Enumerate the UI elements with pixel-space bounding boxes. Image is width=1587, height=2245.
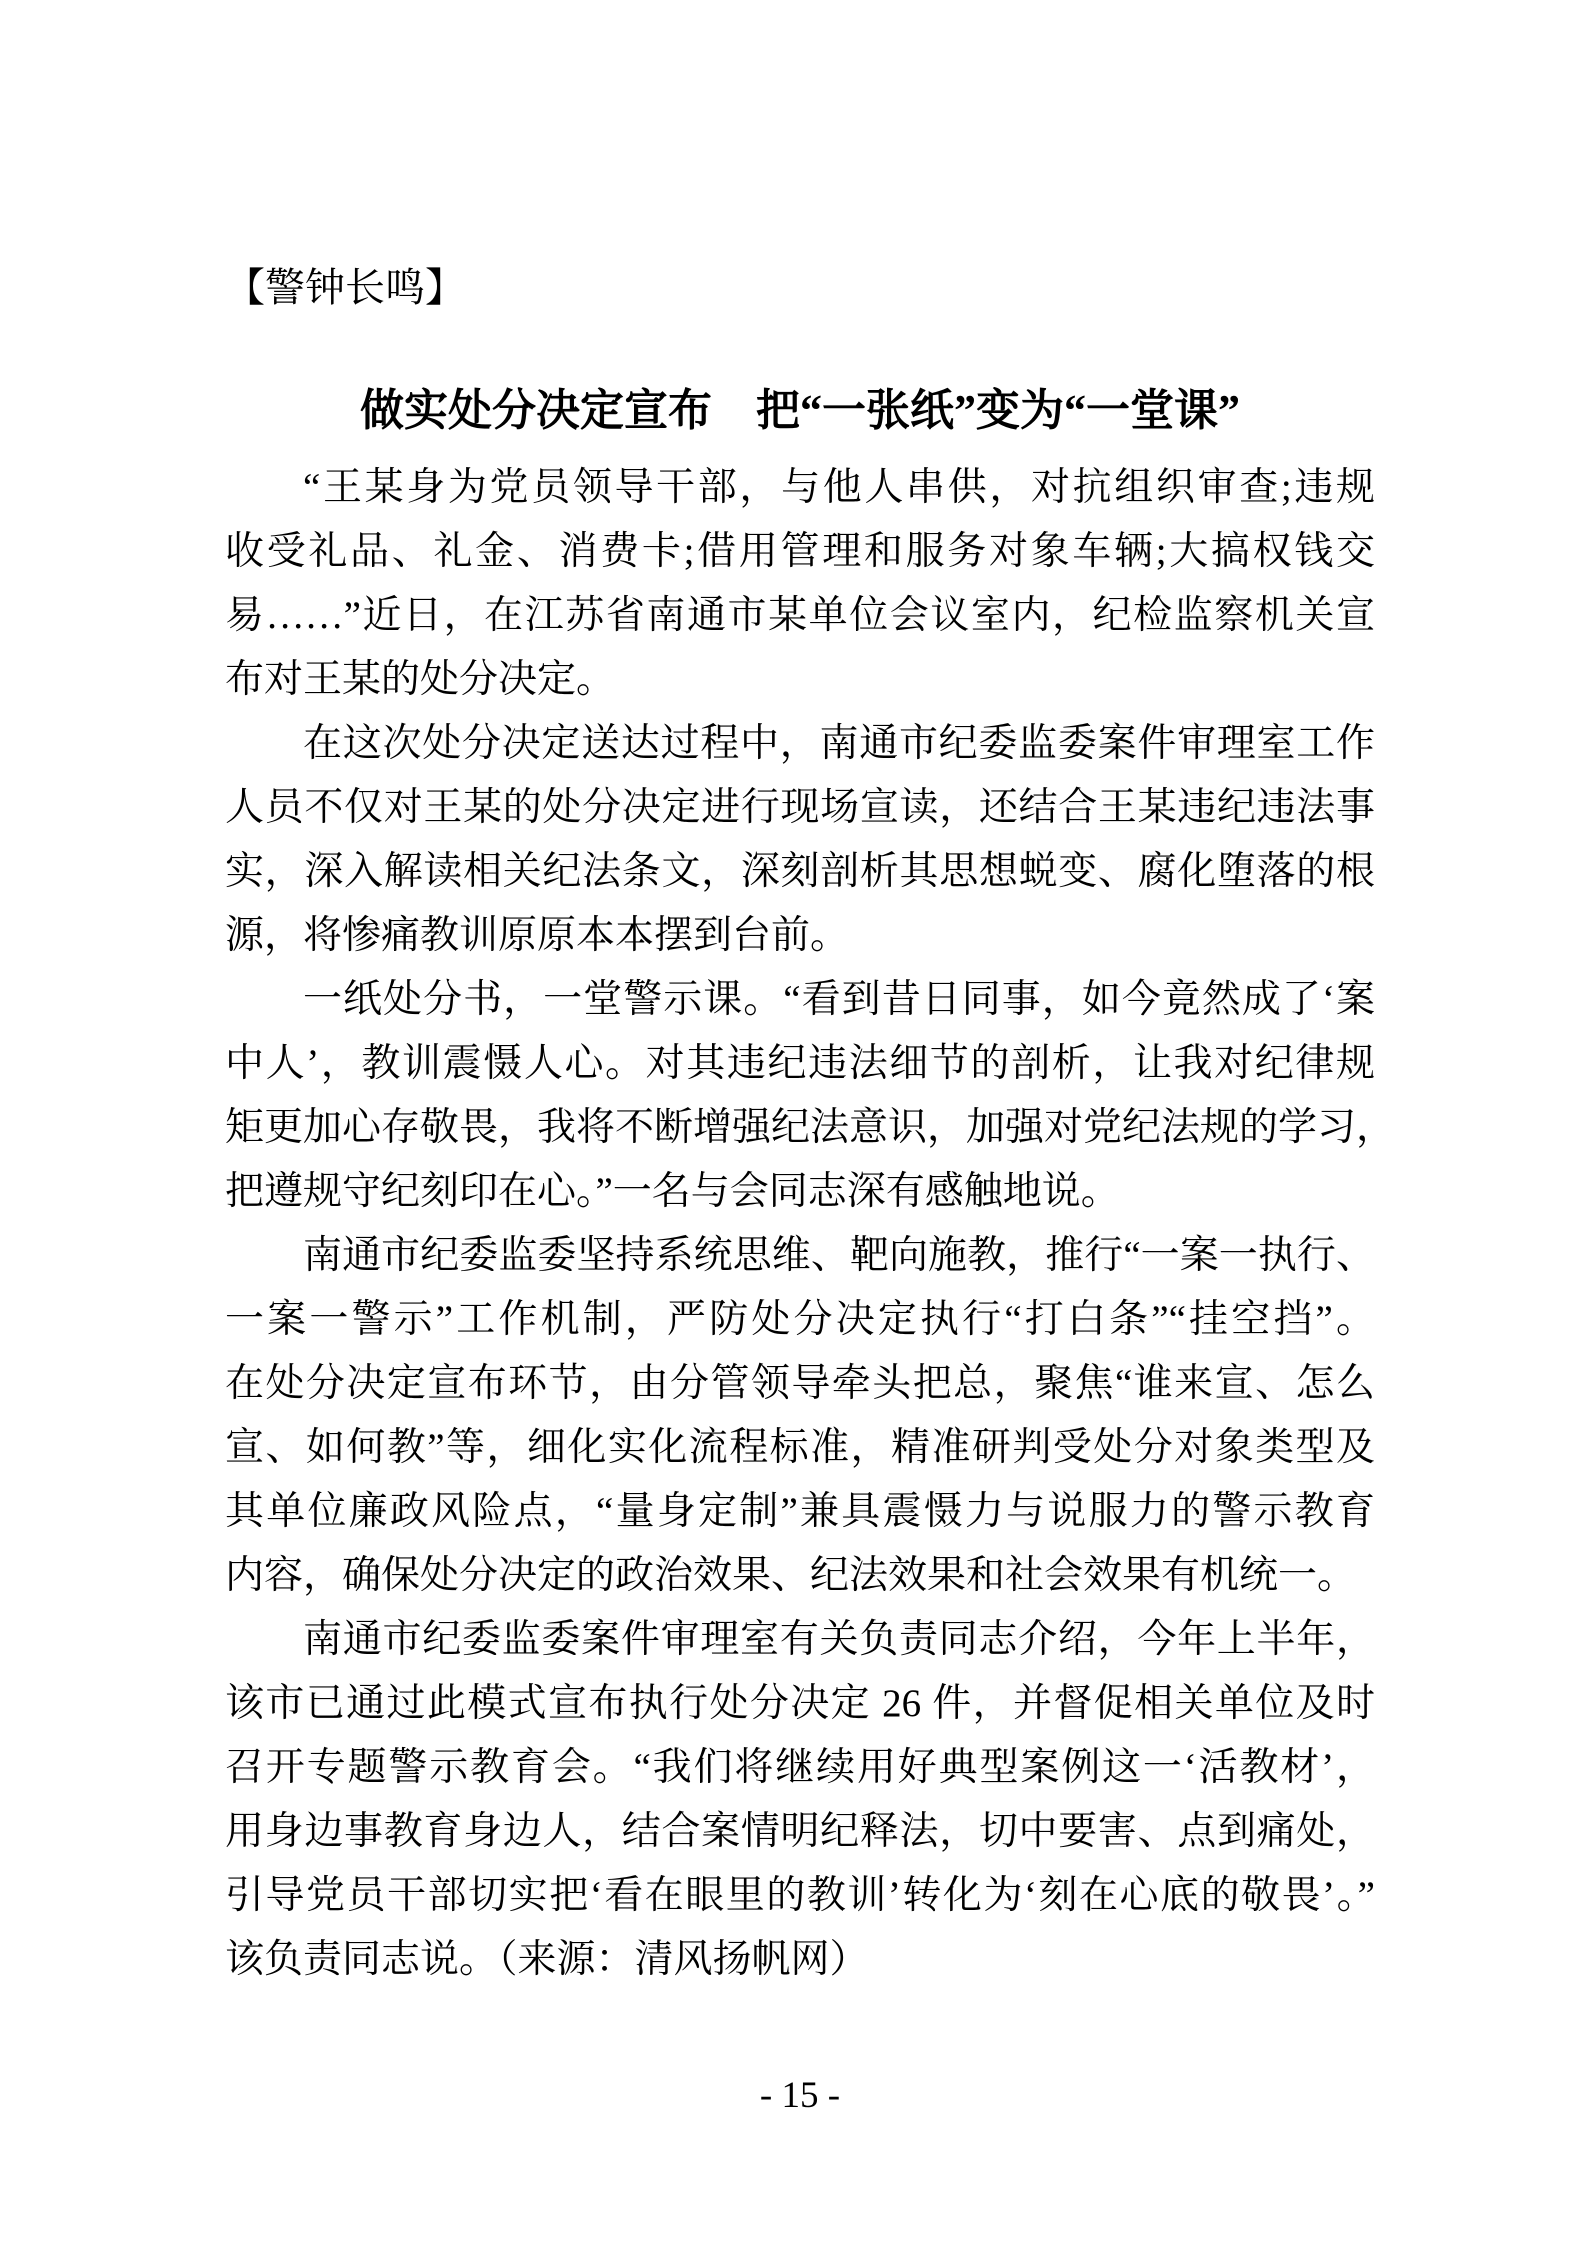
text-line: 布对王某的处分决定。 [225, 658, 616, 701]
text-line: “王某身为党员领导干部，与他人串供，对抗组织审查;违规 [303, 466, 1375, 509]
text-line: 一案一警示”工作机制，严防处分决定执行“打白条”“挂空挡”。 [225, 1298, 1375, 1341]
text-line: 用身边事教育身边人，结合案情明纪释法，切中要害、点到痛处， [225, 1810, 1375, 1853]
text-line: 在这次处分决定送达过程中，南通市纪委监委案件审理室工作 [303, 722, 1375, 765]
text-line: 在处分决定宣布环节，由分管领导牵头把总，聚焦“谁来宣、怎么 [225, 1362, 1375, 1405]
text-line: 内容，确保处分决定的政治效果、纪法效果和社会效果有机统一。 [225, 1554, 1357, 1597]
text-line: 中人’，教训震慑人心。对其违纪违法细节的剖析，让我对纪律规 [225, 1042, 1375, 1085]
text-line: 南通市纪委监委案件审理室有关负责同志介绍，今年上半年， [303, 1618, 1375, 1661]
text-line: 该市已通过此模式宣布执行处分决定 26 件，并督促相关单位及时 [225, 1682, 1375, 1725]
text-line: 源，将惨痛教训原原本本摆到台前。 [225, 914, 850, 957]
text-line: 收受礼品、礼金、消费卡;借用管理和服务对象车辆;大搞权钱交 [225, 530, 1375, 573]
page-number: - 15 - [759, 2075, 841, 2116]
article-body [225, 456, 1396, 1992]
text-line: 把遵规守纪刻印在心。”一名与会同志深有感触地说。 [225, 1170, 1120, 1213]
section-header: 【警钟长鸣】 [225, 265, 465, 310]
text-line: 实，深入解读相关纪法条文，深刻剖析其思想蜕变、腐化堕落的根 [225, 850, 1375, 893]
text-line: 召开专题警示教育会。“我们将继续用好典型案例这一‘活教材’， [225, 1746, 1375, 1789]
text-line: 人员不仅对王某的处分决定进行现场宣读，还结合王某违纪违法事 [225, 786, 1375, 829]
text-line: 其单位廉政风险点，“量身定制”兼具震慑力与说服力的警示教育 [225, 1490, 1375, 1533]
text-line: 该负责同志说。（来源：清风扬帆网） [225, 1938, 869, 1981]
text-line: 引导党员干部切实把‘看在眼里的教训’转化为‘刻在心底的敬畏’。” [225, 1874, 1375, 1917]
article-title: 做实处分决定宣布 把“一张纸”变为“一堂课” [360, 386, 1240, 435]
text-line: 矩更加心存敬畏，我将不断增强纪法意识，加强对党纪法规的学习， [225, 1106, 1396, 1149]
text-line: 南通市纪委监委坚持系统思维、靶向施教，推行“一案一执行、 [303, 1234, 1375, 1277]
text-line: 易……”近日，在江苏省南通市某单位会议室内，纪检监察机关宣 [225, 594, 1375, 637]
text-line: 宣、如何教”等，细化实化流程标准，精准研判受处分对象类型及 [225, 1426, 1375, 1469]
text-line: 一纸处分书，一堂警示课。“看到昔日同事，如今竟然成了‘案 [303, 978, 1375, 1021]
